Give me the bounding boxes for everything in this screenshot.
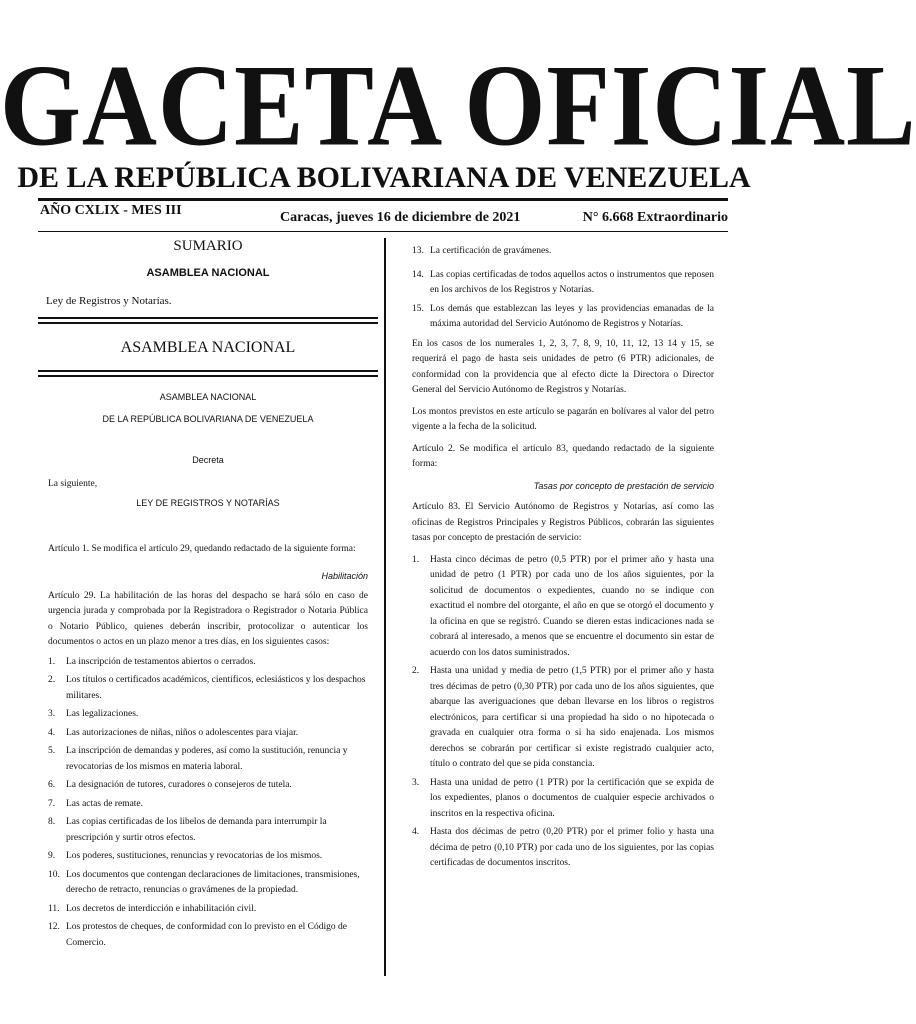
article-83: Artículo 83. El Servicio Autónomo de Registros y Notarías, así como las oficinas de Registros Principales y Registros Públicos, cobrarán las siguientes tasas por concepto de prestación de servicio: — [412, 502, 714, 543]
section-title: ASAMBLEA NACIONAL — [120, 339, 296, 356]
list-item: 11. Los decretos de interdicción e inhabilitación civil. — [48, 903, 257, 914]
sumario-rule — [38, 317, 378, 324]
issuer-line-2: DE LA REPÚBLICA BOLIVARIANA DE VENEZUELA — [102, 414, 314, 424]
article-2: Artículo 2. Se modifica el artículo 83, quedando redactado de la siguiente forma: — [412, 443, 714, 469]
left-column — [48, 236, 368, 954]
sumario-section: ASAMBLEA NACIONAL — [146, 267, 270, 279]
list-item: 4. Hasta dos décimas de petro (0,20 PTR) por el primer folio y hasta una décima de petro (0,10 PTR) por cada uno de los siguientes, por las copias certificadas de documentos inscritos. — [412, 827, 714, 868]
tasas-heading: Tasas por concepto de prestación de servicio — [533, 480, 714, 491]
tasas-list — [412, 553, 714, 872]
paragraph-casos: En los casos de los numerales 1, 2, 3, 7, 8, 9, 10, 11, 12, 13 14 y 15, se requerirá el pago de hasta seis unidades de petro (6 PTR) adicionales, de conformidad con la providencia que al efecto dicte la Directora o Director General del Servicio Autónomo de Registros y Notarías. — [412, 338, 714, 395]
sumario-entry: Ley de Registros y Notarías. — [46, 294, 172, 307]
sumario-heading: SUMARIO — [173, 238, 243, 254]
gazette-subtitle: DE LA REPÚBLICA BOLIVARIANA DE VENEZUELA — [17, 161, 751, 194]
top-rule — [38, 198, 728, 201]
cases-list-right — [412, 244, 714, 333]
column-divider — [384, 238, 386, 976]
issue-year: AÑO CXLIX - MES III — [40, 203, 182, 218]
list-item: 1. La inscripción de testamentos abiertos o cerrados. — [48, 656, 256, 667]
section-rule — [38, 370, 378, 377]
masthead — [0, 41, 916, 171]
list-item: 9. Los poderes, sustituciones, renuncias y revocatorias de los mismos. — [48, 851, 323, 861]
issue-number: N° 6.668 Extraordinario — [582, 210, 728, 225]
list-item: 12. Los protestos de cheques, de conformidad con lo previsto en el Código de Comercio. — [48, 922, 347, 948]
list-item: 7. Las actas de remate. — [48, 798, 144, 809]
habilitacion-heading: Habilitación — [321, 571, 368, 581]
issue-info-bar — [40, 203, 728, 229]
list-item: 3. Hasta una unidad de petro (1 PTR) por la certificación que se expida de los expedientes, planos o documentos de cualquier especie archivados o inscritos en la respectiva oficina. — [412, 777, 714, 819]
list-item: 1. Hasta cinco décimas de petro (0,5 PTR) por el primer año y hasta una unidad de petro (1 PTR) por cada uno de los años siguientes, por la solicitud de documentos o expedientes, cuando no se indique con exactitud el nombre del otorgante, el año en que se otorgó el documento y la oficina en que se registró. Cuando se dieren estas indicaciones nada se cobrará al interesado, a menos que se encuentre el documento sin estar de acuerdo con los datos suministrados. — [412, 554, 714, 658]
list-item: 10. Los documentos que contengan declaraciones de limitaciones, transmisiones, derecho de retracto, renuncias o gravámenes de la propiedad. — [48, 869, 360, 895]
list-item: 14. Las copias certificadas de todos aquellos actos o instrumentos que reposen en los archivos de los Registros y Notarías. — [412, 269, 714, 295]
list-item: 8. Las copias certificadas de los libelos de demanda para interrumpir la prescripción y surtir otros efectos. — [48, 817, 327, 843]
cases-list-left — [48, 655, 368, 952]
list-item: 4. Las autorizaciones de niñas, niños o adolescentes para viajar. — [48, 727, 299, 738]
issuer-line-1: ASAMBLEA NACIONAL — [159, 392, 257, 402]
la-siguiente: La siguiente, — [48, 478, 98, 489]
gazette-title: GACETA OFICIAL — [0, 41, 916, 171]
list-item: 15. Los demás que establezcan las leyes y las providencias emanadas de la máxima autoridad del Servicio Autónomo de Registros y Notarías. — [412, 303, 714, 329]
paragraph-montos: Los montos previstos en este artículo se pagarán en bolívares al valor del petro vigente a la fecha de la solicitud. — [412, 406, 714, 432]
article-29: Artículo 29. La habilitación de las horas del despacho se hará sólo en caso de urgencia jurada y comprobada por la Registradora o Registrador o Notaria Pública o Notario Público, quienes deberán inscribir, protocolizar o autenticar los documentos o actos en un plazo menor a tres días, en los siguientes casos: — [48, 590, 368, 647]
list-item: 5. La inscripción de demandas y poderes, así como la sustitución, renuncia y revocatorias de los mismos en materia laboral. — [48, 746, 348, 772]
article-1: Artículo 1. Se modifica el artículo 29, quedando redactado de la siguiente forma: — [48, 543, 356, 554]
list-item: 3. Las legalizaciones. — [48, 709, 139, 719]
info-rule — [38, 231, 728, 232]
list-item: 6. La designación de tutores, curadores o consejeros de tutela. — [48, 780, 292, 790]
right-column — [412, 244, 714, 875]
decreta-label: Decreta — [192, 455, 224, 465]
law-title: LEY DE REGISTROS Y NOTARÍAS — [136, 498, 280, 508]
list-item: 2. Hasta una unidad y media de petro (1,5 PTR) por el primer año y hasta tres décimas de petro (0,30 PTR) por cada uno de los años siguientes, que abarque las averiguaciones que deban llevarse en los libros o registros electrónicos, para certificar si una propiedad ha sido o no hipotecada o gravada en cualquier otra forma o si ha sido enajenada. Los mismos derechos se cobrarán por certificar si existe registrado cualquier acto, título o contrato del que se pida constancia. — [412, 666, 714, 769]
issue-place-date: Caracas, jueves 16 de diciembre de 2021 — [280, 210, 521, 225]
list-item: 13. La certificación de gravámenes. — [412, 246, 552, 256]
list-item: 2. Los títulos o certificados académicos, científicos, eclesiásticos y los despachos militares. — [48, 675, 366, 701]
